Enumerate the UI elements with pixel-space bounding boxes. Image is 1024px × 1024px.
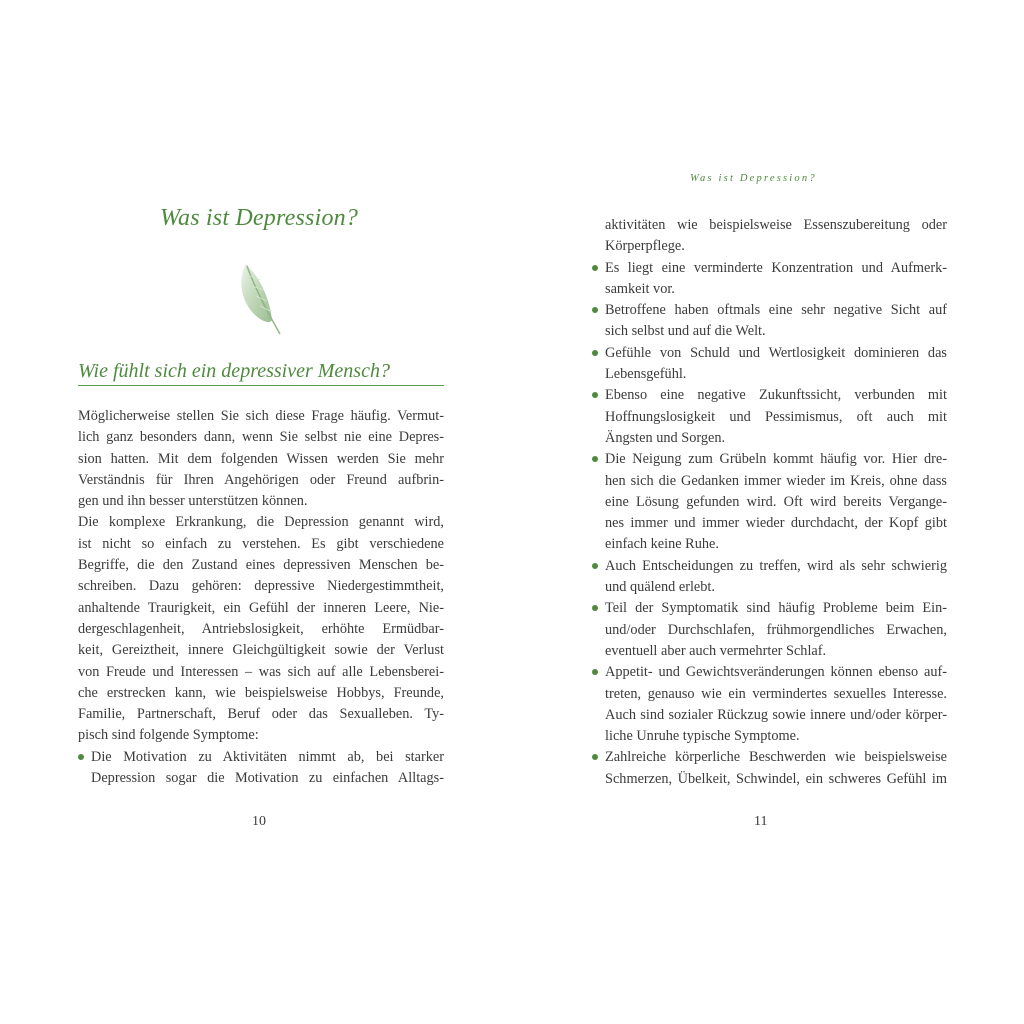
- text-line: pisch sind folgende Symptome:: [78, 727, 259, 744]
- text-line: von Freude und Interessen – was sich auf alle Lebensberei-: [78, 663, 444, 680]
- text-line: Lebensgefühl.: [605, 366, 687, 383]
- text-line: Depression sogar die Motivation zu einfachen Alltags-: [91, 770, 444, 787]
- text-line: einfach keine Ruhe.: [605, 536, 719, 553]
- bullet-item: [592, 449, 947, 555]
- text-line: Schmerzen, Übelkeit, Schwindel, ein schweres Gefühl im: [605, 770, 947, 787]
- feather-icon: [236, 260, 286, 338]
- text-line: Möglicherweise stellen Sie sich diese Frage häufig. Vermut-: [78, 408, 444, 424]
- bullet-dot-icon: [78, 754, 84, 760]
- text-line: Appetit- und Gewichtsveränderungen können ebenso auf-: [605, 664, 947, 681]
- bullet-dot-icon: [592, 563, 598, 569]
- bullet-item: [592, 385, 947, 449]
- right-page: [512, 0, 1024, 1024]
- text-line: liche Unruhe typische Symptome.: [605, 728, 800, 745]
- text-line: Zahlreiche körperliche Beschwerden wie beispielsweise: [605, 749, 947, 766]
- text-line: sich selbst und auf die Welt.: [605, 323, 766, 340]
- text-line: Auch sind sozialer Rückzug sowie innere und/oder körper-: [605, 706, 947, 723]
- text-line: eventuell aber auch vermehrter Schlaf.: [605, 642, 827, 659]
- text-line: ist nicht so einfach zu verstehen. Es gibt verschiedene: [78, 535, 444, 552]
- running-head: Was ist Depression?: [690, 173, 817, 184]
- bullet-item: [592, 598, 947, 662]
- text-line: Teil der Symptomatik sind häufig Probleme beim Ein-: [605, 600, 947, 617]
- text-line: Ebenso eine negative Zukunftssicht, verbunden mit: [605, 387, 947, 404]
- bullet-item: [592, 747, 947, 790]
- text-line: Körperpflege.: [605, 238, 685, 255]
- intro-paragraph: [78, 406, 444, 747]
- bullet-item: [592, 556, 947, 599]
- text-line: dergeschlagenheit, Antriebslosigkeit, erhöhte Ermüdbar-: [78, 620, 444, 637]
- text-line: aktivitäten wie beispielsweise Essenszubereitung oder: [605, 217, 947, 233]
- page-number: 10: [252, 814, 266, 829]
- bullet-item: [78, 747, 444, 790]
- text-line: nes immer und immer wieder durchdacht, der Kopf gibt: [605, 515, 947, 532]
- text-line: und/oder Durchschlafen, frühmorgendliches Erwachen,: [605, 621, 947, 638]
- text-line: samkeit vor.: [605, 280, 675, 297]
- text-line: Betroffene haben oftmals eine sehr negative Sicht auf: [605, 302, 947, 319]
- bullet-dot-icon: [592, 669, 598, 675]
- bullet-item: [592, 662, 947, 747]
- text-line: und quälend erlebt.: [605, 579, 715, 596]
- right-body-text: [592, 215, 947, 790]
- text-line: Auch Entscheidungen zu treffen, wird als sehr schwierig: [605, 557, 947, 574]
- bullet-dot-icon: [592, 392, 598, 398]
- text-line: gen und ihn besser unterstützen können.: [78, 493, 308, 510]
- text-line: Familie, Partnerschaft, Beruf oder das Sexualleben. Ty-: [78, 706, 444, 723]
- text-line: anhaltende Traurigkeit, ein Gefühl der inneren Leere, Nie-: [78, 599, 444, 616]
- bullet-item: [592, 258, 947, 301]
- bullet-dot-icon: [592, 350, 598, 356]
- page-number: 11: [754, 814, 768, 829]
- bullet-dot-icon: [592, 605, 598, 611]
- text-line: che erstrecken kann, wie beispielsweise Hobbys, Freunde,: [78, 684, 444, 701]
- bullet-dot-icon: [592, 456, 598, 462]
- text-line: Die Motivation zu Aktivitäten nimmt ab, bei starker: [91, 748, 444, 765]
- text-line: Ängsten und Sorgen.: [605, 429, 726, 446]
- text-line: hen sich die Gedanken immer wieder im Kreis, ohne dass: [605, 472, 947, 489]
- bullet-item: [592, 343, 947, 386]
- left-body-text: [78, 406, 444, 789]
- text-line: Die Neigung zum Grübeln kommt häufig vor. Hier dre-: [605, 451, 947, 468]
- text-line: Hoffnungslosigkeit und Pessimismus, oft auch mit: [605, 408, 947, 425]
- text-line: Es liegt eine verminderte Konzentration und Aufmerk-: [605, 259, 947, 276]
- text-line: Die komplexe Erkrankung, die Depression genannt wird,: [78, 514, 444, 531]
- section-title: Wie fühlt sich ein depressiver Mensch?: [78, 360, 444, 386]
- text-line: keit, Gereiztheit, innere Gleichgültigkeit sowie der Verlust: [78, 642, 444, 659]
- text-line: treten, genauso wie ein vermindertes sexuelles Interesse.: [605, 685, 947, 702]
- bullet-dot-icon: [592, 307, 598, 313]
- text-line: schreiben. Dazu gehören: depressive Niedergestimmtheit,: [78, 578, 444, 595]
- bullet-dot-icon: [592, 754, 598, 760]
- text-line: Begriffe, die den Zustand eines depressiven Menschen be-: [78, 557, 444, 574]
- chapter-title: Was ist Depression?: [160, 205, 359, 231]
- continuation-text: [592, 215, 947, 258]
- bullet-item: [592, 300, 947, 343]
- text-line: eine Lösung gefunden wird. Oft wird bereits Vergange-: [605, 493, 947, 510]
- bullet-dot-icon: [592, 265, 598, 271]
- text-line: lich ganz besonders dann, wenn Sie selbst nie eine Depres-: [78, 429, 444, 446]
- text-line: Gefühle von Schuld und Wertlosigkeit dominieren das: [605, 344, 947, 361]
- text-line: sion hatten. Mit dem folgenden Wissen werden Sie mehr: [78, 450, 444, 467]
- text-line: Verständnis für Ihren Angehörigen oder Freund aufbrin-: [78, 471, 444, 488]
